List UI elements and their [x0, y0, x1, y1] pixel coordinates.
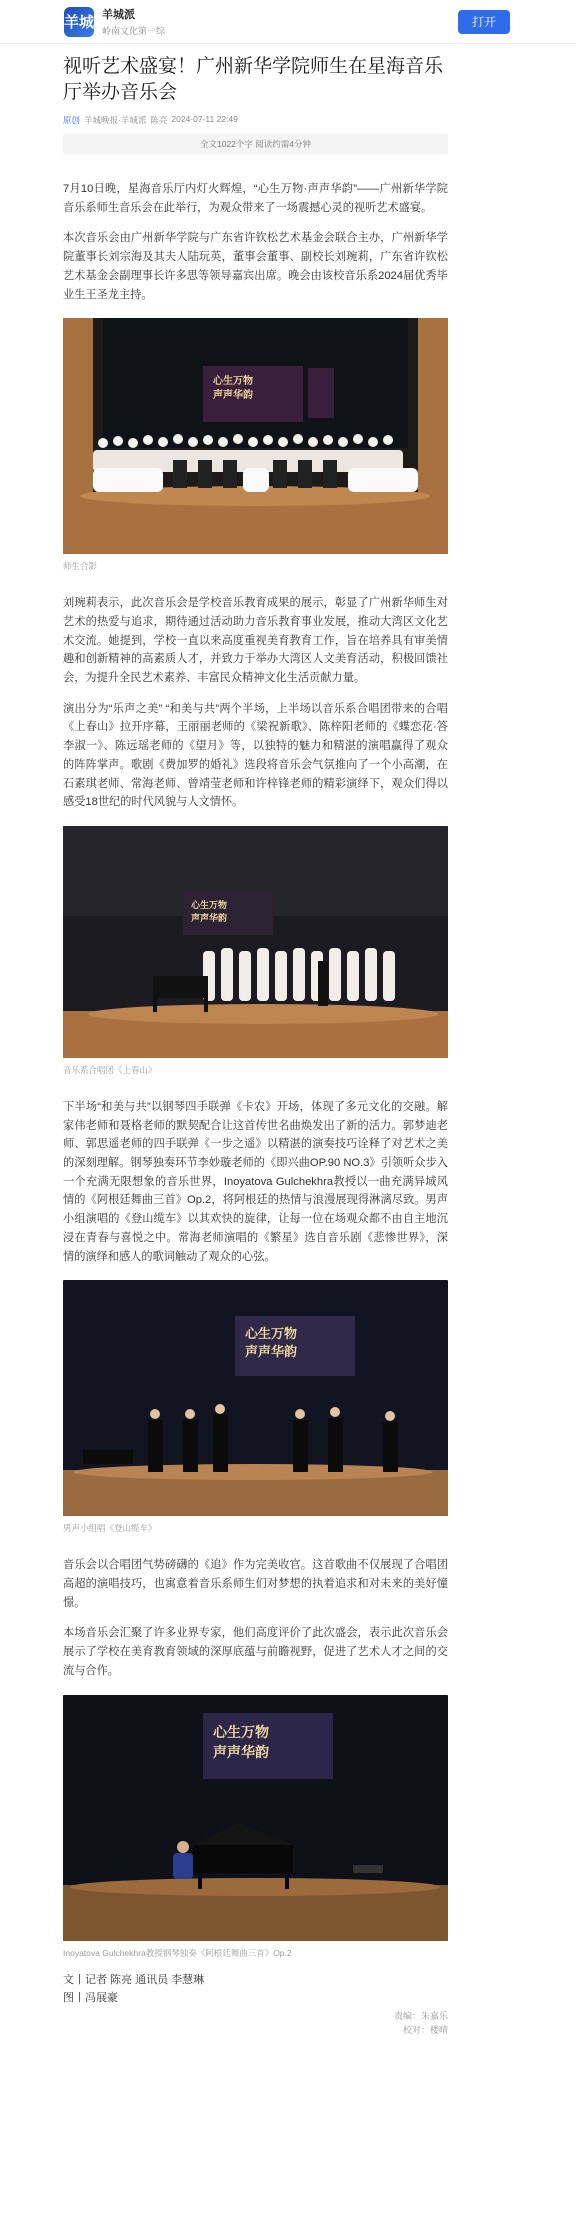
word-count-bar: 全文1022个字 阅读约需4分钟	[63, 134, 448, 154]
photo-caption: Inoyatova Gulchekhra教授钢琴独奏《阿根廷舞曲三首》Op.2	[63, 1947, 292, 1958]
app-name: 羊城派	[102, 9, 135, 21]
paragraph: 本场音乐会汇聚了许多业界专家，他们高度评价了此次盛会，表示此次音乐会展示了学校在美育教育领域的深厚底蕴与前瞻视野，促进了艺术人才之间的交流与合作。	[63, 1627, 448, 1677]
photo-group[interactable]	[63, 318, 448, 554]
publisher[interactable]: 羊城晚报·羊城派	[84, 115, 147, 125]
banner-text: 声声华韵	[213, 390, 253, 402]
credits	[63, 1971, 448, 2007]
article-title: 视听艺术盛宴！广州新华学院师生在星海音乐厅举办音乐会	[63, 56, 444, 103]
banner-text: 心生万物	[191, 900, 228, 911]
paragraph: 本次音乐会由广州新华学院与广东省许钦松艺术基金会联合主办，广州新华学院董事长刘宗海及其夫人陆玩英，董事会董事、副校长刘琬莉，广东省许钦松艺术基金会副理事长许多思等领导嘉宾出席。晚会由该校音乐系2024届优秀毕业生王圣龙主持。	[63, 232, 448, 301]
photo-choir[interactable]	[63, 826, 448, 1058]
proofreader-name: 校对：楼晴	[402, 2024, 448, 2035]
paragraph: 演出分为“乐声之美” “和美与共”两个半场，上半场以音乐系合唱团带来的合唱《上春山》拉开序幕，王丽丽老师的《梁祝新歌》、陈梓阳老师的《蝶恋花·答李淑一》、陈远瑶老师的《望月》等，以独特的魅力和精湛的演唱赢得了观众的阵阵掌声。歌剧《费加罗的婚礼》选段将音乐会气氛推向了一个小高潮，在石素琪老师、常海老师、曾靖莹老师和许梓锋老师的精彩演绎下，观众们得以感受18世纪的时代风貌与人文情怀。	[63, 702, 448, 809]
app-logo-icon: 羊城	[64, 7, 94, 37]
photo-piano-solo[interactable]	[63, 1695, 448, 1941]
open-app-button[interactable]: 打开	[458, 10, 510, 34]
app-info	[102, 6, 165, 37]
photo-caption: 师生合影	[63, 561, 98, 572]
credit-photo: 图丨冯展豪	[63, 1991, 118, 2004]
paragraph: 下半场“和美与共”以钢琴四手联弹《卡农》开场，体现了多元文化的交融。解家伟老师和聂格老师的默契配合让这首传世名曲焕发出了新的活力。郭梦迪老师、郭思遥老师的四手联弹《一步之遥》以精湛的演奏技巧诠释了对艺术之美的深刻理解。钢琴独奏环节李妙璇老师的《即兴曲OP.90 NO.3》引领听众步入一个充满无限想象的音乐世界，Inoyatova Gulchekhra教授以一曲充满异域风情的《阿根廷舞曲三首》Op.2，将阿根廷的热情与浪漫展现得淋漓尽致。男声小组演唱的《登山缆车》以其欢快的旋律，让每一位在场观众都不由自主地沉浸在青春与喜悦之中。常海老师演唱的《繁星》选自音乐剧《悲惨世界》，深情的演绎和感人的歌词触动了观众的心弦。	[63, 1100, 448, 1263]
banner-text: 声声华韵	[245, 1345, 298, 1361]
publish-time: 2024-07-11 22:49	[171, 114, 238, 124]
editor-info	[394, 2009, 448, 2037]
banner-text: 心生万物	[213, 1724, 269, 1741]
photo-male-group[interactable]	[63, 1280, 448, 1516]
banner-text: 心生万物	[245, 1327, 298, 1343]
banner-text: 声声华韵	[191, 913, 228, 924]
photo-caption: 男声小组唱《登山缆车》	[63, 1523, 157, 1534]
paragraph: 刘琬莉表示，此次音乐会是学校音乐教育成果的展示，彰显了广州新华师生对艺术的热爱与追求，期待通过活动助力音乐教育事业发展，推动大湾区文化艺术交流。她提到，学校一直以来高度重视美育教育工作，旨在培养具有审美情趣和创新精神的高素质人才，并致力于举办大湾区人文美育活动，积极回馈社会，为提升全民艺术素养、丰富民众精神文化生活贡献力量。	[63, 597, 448, 685]
photo-caption: 音乐系合唱团《上春山》	[63, 1064, 157, 1075]
app-banner	[0, 0, 576, 44]
banner-text: 心生万物	[213, 376, 253, 388]
paragraph: 7月10日晚，星海音乐厅内灯火辉煌，“心生万物·声声华韵”——广州新华学院音乐系师生音乐会在此举行，为观众带来了一场震撼心灵的视听艺术盛宴。	[63, 183, 448, 214]
paragraph: 音乐会以合唱团气势磅礴的《追》作为完美收官。这首歌曲不仅展现了合唱团高超的演唱技巧，也寓意着音乐系师生们对梦想的执着追求和对未来的美好憧憬。	[63, 1559, 448, 1609]
editor-name: 责编：朱嘉乐	[393, 2010, 448, 2021]
article-meta	[63, 114, 448, 126]
group-photo-image	[63, 318, 448, 554]
article	[63, 54, 448, 2035]
author: 陈亮	[150, 115, 168, 125]
app-slogan: 岭南文化第一综	[102, 26, 166, 36]
piano-solo-photo-image	[63, 1695, 448, 1941]
source-badge[interactable]: 原创	[63, 115, 81, 125]
choir-photo-image	[63, 826, 448, 1058]
male-group-photo-image	[63, 1280, 448, 1516]
banner-text: 声声华韵	[213, 1744, 269, 1761]
credit-writer: 文丨记者 陈亮 通讯员 李慧琳	[63, 1973, 205, 1986]
